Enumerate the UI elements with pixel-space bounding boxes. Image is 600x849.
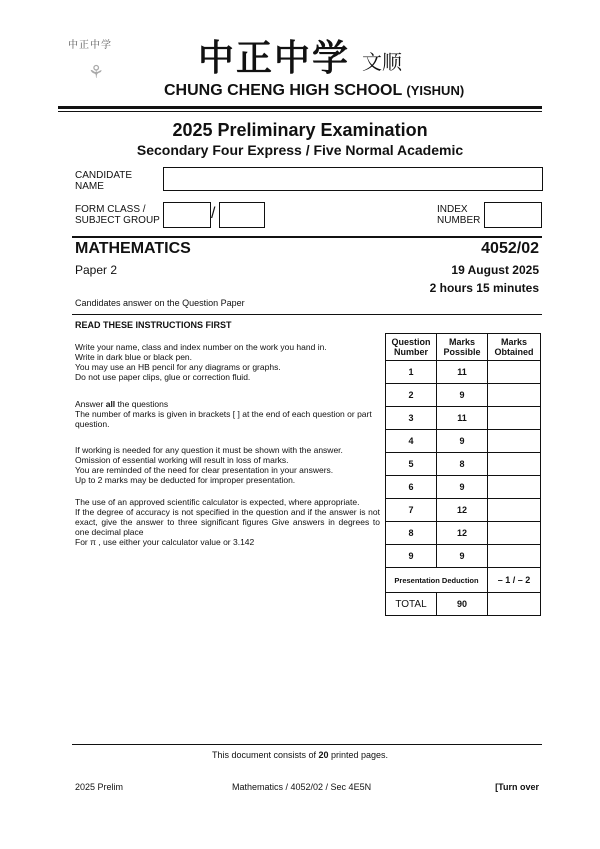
instruction-line: The number of marks is given in brackets [ ] at the end of each question or part question. <box>75 409 372 429</box>
index-label-line2: NUMBER <box>437 215 481 226</box>
instruction-text: the questions <box>115 399 169 409</box>
instruction-bold: all <box>105 399 116 409</box>
header-marks-obtained: Marks Obtained <box>488 334 541 361</box>
marks-obtained-cell[interactable] <box>488 522 541 545</box>
instruction-line: If working is needed for any question it must be shown with the answer. <box>75 445 343 455</box>
form-class-field[interactable] <box>163 202 211 228</box>
table-row <box>386 545 541 568</box>
instructions-heading: READ THESE INSTRUCTIONS FIRST <box>75 320 232 330</box>
question-number: 9 <box>386 545 437 568</box>
section-rule <box>72 236 542 238</box>
candidate-name-field[interactable] <box>163 167 543 191</box>
page-count: 20 <box>318 750 329 760</box>
instruction-line: If the degree of accuracy is not specified in the question and if the answer is not exact, give the answer to three significant figures Give answers in degrees to one decimal place <box>75 507 380 537</box>
school-branch: (YISHUN) <box>406 83 465 98</box>
marks-possible: 12 <box>437 522 488 545</box>
marks-possible: 9 <box>437 476 488 499</box>
subject-title: MATHEMATICS <box>75 240 191 257</box>
exam-duration: 2 hours 15 minutes <box>429 281 539 295</box>
school-chinese-motto: 文顺 <box>362 50 402 74</box>
question-number: 8 <box>386 522 437 545</box>
instruction-line: For π , use either your calculator value or 3.142 <box>75 537 255 547</box>
question-number: 6 <box>386 476 437 499</box>
table-row <box>386 384 541 407</box>
candidate-name-label <box>75 170 132 192</box>
instruction-text: Answer <box>75 399 106 409</box>
question-number: 3 <box>386 407 437 430</box>
turn-over: [Turn over <box>495 782 539 792</box>
instructions-block-3 <box>75 445 380 485</box>
subject-group-field[interactable] <box>219 202 265 228</box>
marks-possible: 9 <box>437 545 488 568</box>
page-count-note <box>0 750 600 760</box>
marks-obtained-cell[interactable] <box>488 453 541 476</box>
total-obtained-cell[interactable] <box>488 593 541 616</box>
school-name-text: CHUNG CHENG HIGH SCHOOL <box>164 82 402 99</box>
marks-obtained-cell[interactable] <box>488 545 541 568</box>
instruction-line <box>75 399 380 409</box>
marks-obtained-cell[interactable] <box>488 430 541 453</box>
exam-title: 2025 Preliminary Examination <box>172 120 428 140</box>
class-label-line1: FORM CLASS / <box>75 204 146 215</box>
school-name <box>164 82 464 100</box>
marks-possible: 9 <box>437 384 488 407</box>
candidate-label-line2: NAME <box>75 181 104 192</box>
paper-code: 4052/02 <box>481 240 539 257</box>
total-row <box>386 593 541 616</box>
school-crest-icon: ⚘ <box>88 62 105 83</box>
total-value: 90 <box>437 593 488 616</box>
table-row <box>386 453 541 476</box>
school-chinese-name: 中正中学 <box>198 37 351 79</box>
header-rule-thin <box>58 111 542 112</box>
question-number: 4 <box>386 430 437 453</box>
instruction-line: Write your name, class and index number on the work you hand in. <box>75 342 327 352</box>
paper-number: Paper 2 <box>75 263 118 277</box>
marks-possible: 11 <box>437 361 488 384</box>
instructions-rule <box>72 314 542 315</box>
instructions-block-1 <box>75 342 380 382</box>
school-stamp: 中正中学 <box>68 40 112 51</box>
deduction-label: Presentation Deduction <box>386 568 488 593</box>
question-number: 7 <box>386 499 437 522</box>
table-row <box>386 361 541 384</box>
instruction-line: Do not use paper clips, glue or correction fluid. <box>75 372 251 382</box>
exam-subtitle: Secondary Four Express / Five Normal Academic <box>136 142 464 158</box>
marks-table <box>385 333 541 616</box>
table-row <box>386 522 541 545</box>
header-rule-thick <box>58 106 542 109</box>
instruction-line: Write in dark blue or black pen. <box>75 352 193 362</box>
deduction-value: – 1 / – 2 <box>488 568 541 593</box>
footer-left: 2025 Prelim <box>75 782 124 792</box>
header-question-number: Question Number <box>386 334 437 361</box>
index-number-field[interactable] <box>484 202 542 228</box>
total-label: TOTAL <box>386 593 437 616</box>
marks-obtained-cell[interactable] <box>488 407 541 430</box>
instruction-line: Up to 2 marks may be deducted for improper presentation. <box>75 475 296 485</box>
deduction-row <box>386 568 541 593</box>
class-slash: / <box>211 205 216 222</box>
table-row <box>386 407 541 430</box>
exam-date: 19 August 2025 <box>451 263 539 277</box>
answer-note: Candidates answer on the Question Paper <box>75 298 245 308</box>
question-number: 1 <box>386 361 437 384</box>
instruction-line: The use of an approved scientific calculator is expected, where appropriate. <box>75 497 360 507</box>
table-row <box>386 476 541 499</box>
instructions-block-4 <box>75 497 380 547</box>
marks-possible: 12 <box>437 499 488 522</box>
instructions-block-2 <box>75 399 380 429</box>
candidate-label-line1: CANDIDATE <box>75 170 133 181</box>
question-number: 5 <box>386 453 437 476</box>
marks-obtained-cell[interactable] <box>488 361 541 384</box>
class-label-line2: SUBJECT GROUP <box>75 215 160 226</box>
instruction-line: Omission of essential working will result in loss of marks. <box>75 455 289 465</box>
marks-possible: 8 <box>437 453 488 476</box>
marks-possible: 9 <box>437 430 488 453</box>
page-count-prefix: This document consists of <box>211 750 319 760</box>
marks-obtained-cell[interactable] <box>488 384 541 407</box>
instruction-line: You may use an HB pencil for any diagrams or graphs. <box>75 362 281 372</box>
footer-rule <box>72 744 542 745</box>
table-row <box>386 499 541 522</box>
marks-obtained-cell[interactable] <box>488 476 541 499</box>
class-label <box>75 204 160 226</box>
page-count-suffix: printed pages. <box>328 750 389 760</box>
question-number: 2 <box>386 384 437 407</box>
marks-obtained-cell[interactable] <box>488 499 541 522</box>
footer-center: Mathematics / 4052/02 / Sec 4E5N <box>232 782 372 792</box>
index-label-line1: INDEX <box>437 204 468 215</box>
marks-possible: 11 <box>437 407 488 430</box>
header-marks-possible: Marks Possible <box>437 334 488 361</box>
index-label <box>437 204 480 226</box>
instruction-line: You are reminded of the need for clear presentation in your answers. <box>75 465 334 475</box>
marks-table-header <box>386 334 541 361</box>
table-row <box>386 430 541 453</box>
